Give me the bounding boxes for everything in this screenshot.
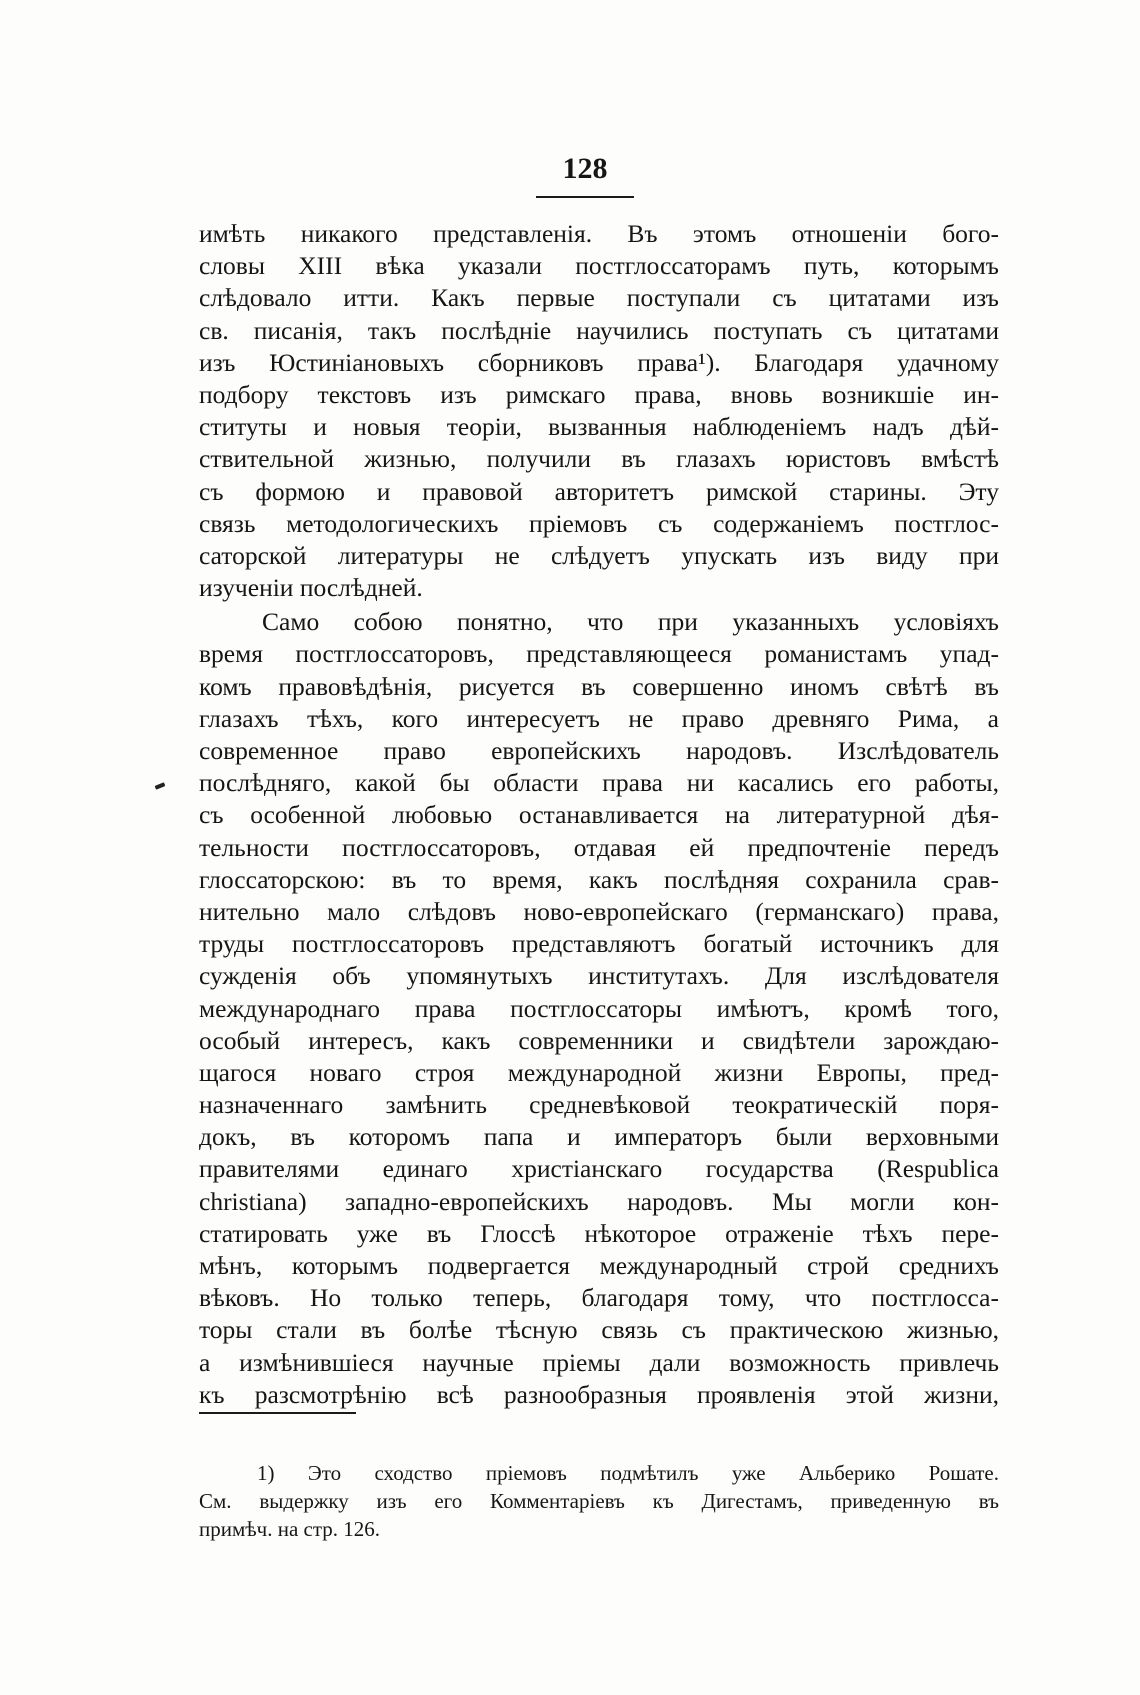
footnote-line: 1) Это сходство пріемовъ подмѣтилъ уже Альберико Рошате.: [257, 1461, 999, 1485]
text-line: докъ, въ которомъ папа и императоръ были верховными: [199, 1122, 999, 1152]
text-line: къ разсмотрѣнію всѣ разнообразныя проявленія этой жизни,: [199, 1379, 999, 1409]
page-number: 128: [562, 152, 608, 185]
footnote-line: примѣч. на стр. 126.: [199, 1517, 381, 1541]
text-line: а измѣнившіеся научные пріемы дали возможность привлечь: [199, 1347, 999, 1377]
text-line: современное право европейскихъ народовъ. Изслѣдователь: [199, 736, 999, 765]
paragraph-2: [199, 606, 999, 1411]
page-number-underline: [536, 196, 634, 198]
text-line: назначеннаго замѣнить средневѣковой теократическій поря-: [199, 1090, 999, 1120]
paragraph-1: [199, 218, 999, 604]
text-line: ствительной жизнью, получили въ глазахъ юристовъ вмѣстѣ: [199, 444, 999, 474]
text-line: щагося новаго строя международной жизни Европы, пред-: [199, 1057, 999, 1087]
text-line: christiana) западно-европейскихъ народовъ. Мы могли кон-: [199, 1186, 999, 1216]
text-line: съ формою и правовой авторитетъ римской старины. Эту: [199, 476, 999, 506]
text-line: саторской литературы не слѣдуетъ упускать изъ виду при: [199, 540, 999, 570]
text-line: время постглоссаторовъ, представляющееся романистамъ упад-: [199, 639, 999, 669]
text-line: нительно мало слѣдовъ ново-европейскаго (германскаго) права,: [199, 896, 999, 926]
footnotes: [199, 1459, 999, 1543]
margin-mark: [155, 782, 166, 789]
footnote-separator: [199, 1412, 356, 1414]
text-line: послѣдняго, какой бы области права ни касались его работы,: [199, 768, 999, 798]
text-line: съ особенной любовью останавливается на литературной дѣя-: [199, 800, 999, 830]
text-line: международнаго права постглоссаторы имѣютъ, кромѣ того,: [199, 993, 999, 1023]
text-line: статировать уже въ Глоссѣ нѣкоторое отраженіе тѣхъ пере-: [199, 1218, 999, 1248]
text-line: подбору текстовъ изъ римскаго права, вновь возникшіе ин-: [199, 379, 999, 409]
text-line: словы XIII вѣка указали постглоссаторамъ путь, которымъ: [199, 251, 999, 281]
text-line: торы стали въ болѣе тѣсную связь съ практическою жизнью,: [199, 1315, 999, 1345]
footnote-line: См. выдержку изъ его Комментаріевъ къ Дигестамъ, приведенную въ: [199, 1489, 999, 1513]
text-line: слѣдовало итти. Какъ первые поступали съ цитатами изъ: [199, 283, 999, 313]
text-line: связь методологическихъ пріемовъ съ содержаніемъ постглос-: [199, 508, 999, 538]
text-line: имѣть никакого представленія. Въ этомъ отношеніи бого-: [199, 219, 999, 248]
footnote-1: [199, 1459, 999, 1543]
text-line: правителями единаго христіанскаго государства (Respublica: [199, 1154, 999, 1184]
text-line: глоссаторскою: въ то время, какъ послѣдняя сохранила срав-: [199, 864, 999, 894]
text-line: Само собою понятно, что при указанныхъ условіяхъ: [262, 607, 999, 637]
text-line: св. писанія, такъ послѣдніе научились поступать съ цитатами: [199, 315, 999, 345]
text-line: ституты и новыя теоріи, вызванныя наблюденіемъ надъ дѣй-: [199, 412, 999, 442]
text-line: сужденія объ упомянутыхъ институтахъ. Для изслѣдователя: [199, 961, 999, 991]
text-line: комъ правовѣдѣнія, рисуется въ совершенно иномъ свѣтѣ въ: [199, 671, 999, 701]
text-line: изъ Юстиніановыхъ сборниковъ права¹). Благодаря удачному: [199, 347, 999, 377]
text-line: глазахъ тѣхъ, кого интересуетъ не право древняго Рима, а: [199, 703, 999, 733]
body-text: [199, 218, 999, 1411]
text-line: особый интересъ, какъ современники и свидѣтели зарождаю-: [199, 1025, 999, 1055]
text-line: тельности постглоссаторовъ, отдавая ей предпочтеніе передъ: [199, 832, 999, 862]
text-line: изученіи послѣдней.: [199, 573, 423, 603]
text-line: вѣковъ. Но только теперь, благодаря тому, что постглосса-: [199, 1283, 999, 1313]
text-line: мѣнъ, которымъ подвергается международный строй среднихъ: [199, 1251, 999, 1280]
text-line: труды постглоссаторовъ представляютъ богатый источникъ для: [199, 929, 999, 959]
